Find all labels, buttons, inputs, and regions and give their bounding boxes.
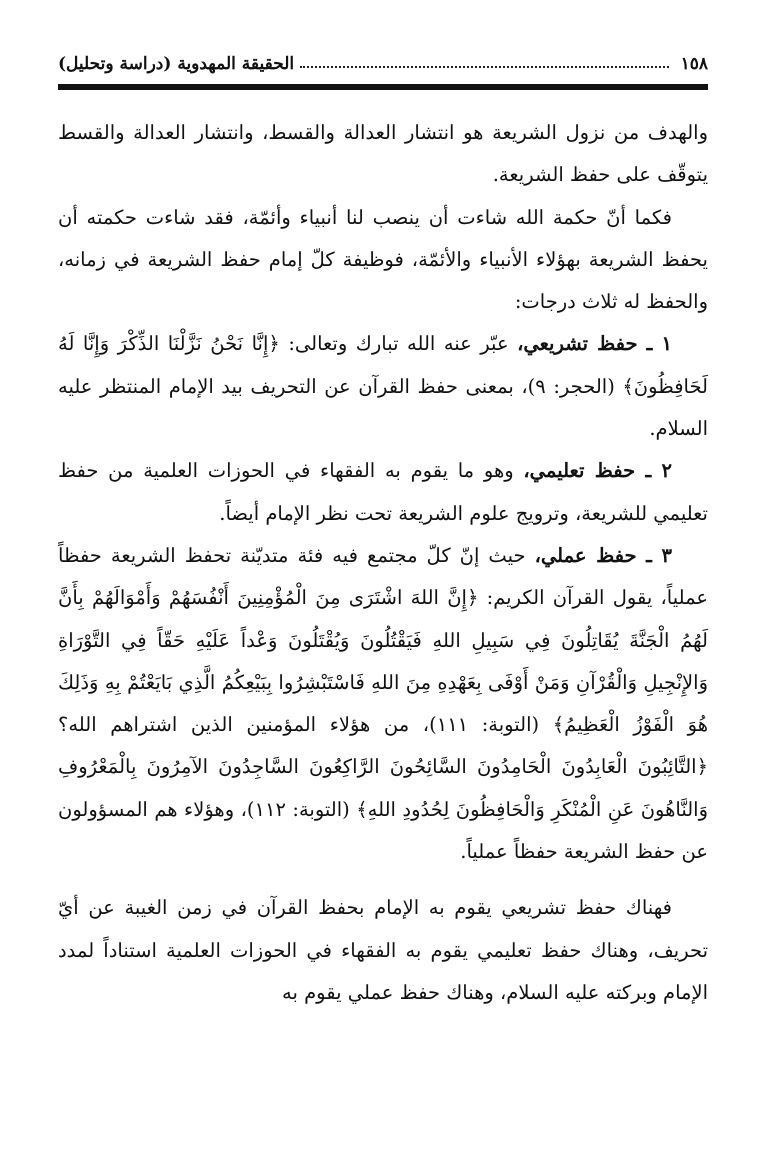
header-leader-dots (300, 66, 668, 68)
paragraph-2 (58, 197, 708, 324)
running-title: الحقيقة المهدوية (دراسة وتحليل) (58, 54, 295, 74)
item-heading: ٣ ـ حفظ عملي، (534, 543, 672, 567)
paragraph-text: فهناك حفظ تشريعي يقوم به الإمام بحفظ القرآن في زمن الغيبة عن أيّ تحريف، وهناك حفظ تعليمي يقوم به الفقهاء في الحوزات العلمية استناداً لمدد الإمام وبركته عليه السلام، وهناك حفظ عملي يقوم به (58, 896, 708, 1004)
header-rule (58, 84, 708, 90)
paragraph-text: فكما أنّ حكمة الله شاءت أن ينصب لنا أنبياء وأئمّة، فقد شاءت حكمته أن يحفظ الشريعة بهؤلاء الأنبياء والأئمّة، فوظيفة كلّ إمام حفظ الشريعة في زمانه، والحفظ له ثلاث درجات: (58, 205, 708, 314)
paragraph-text: حيث إنّ كلّ مجتمع فيه فئة متديّنة تحفظ الشريعة حفظاً عملياً، يقول القرآن الكريم: ﴿إِنَّ اللهَ اشْتَرَى مِنَ الْمُؤْمِنِينَ أَنْفُسَهُمْ وَأَمْوَالَهُمْ بِأَنَّ لَهُمُ الْجَنَّةَ يُقَاتِلُونَ فِي سَبِيلِ اللهِ فَيَقْتُلُونَ وَيُقْتَلُونَ وَعْداً عَلَيْهِ حَقّاً فِي التَّوْرَاةِ وَالإِنْجِيلِ وَالْقُرْآنِ وَمَنْ أَوْفَى بِعَهْدِهِ مِنَ اللهِ فَاسْتَبْشِرُوا بِبَيْعِكُمُ الَّذِي بَايَعْتُمْ بِهِ وَذَلِكَ هُوَ الْفَوْزُ الْعَظِيمُ﴾ (التوبة: ١١١)، من هؤلاء المؤمنين الذين اشتراهم الله؟ ﴿التَّائِبُونَ الْعَابِدُونَ الْحَامِدُونَ السَّائِحُونَ الرَّاكِعُونَ السَّاجِدُونَ الآمِرُونَ بِالْمَعْرُوفِ وَالنَّاهُونَ عَنِ الْمُنْكَرِ وَالْحَافِظُونَ لِحُدُودِ اللهِ﴾ (التوبة: ١١٢)، وهؤلاء هم المسؤولون عن حفظ الشريعة حفظاً عملياً. (58, 543, 709, 864)
item-heading: ٢ ـ حفظ تعليمي، (523, 459, 672, 483)
paragraph-text: عبّر عنه الله تبارك وتعالى: ﴿إِنَّا نَحْنُ نَزَّلْنَا الذِّكْرَ وَإِنَّا لَهُ لَحَافِظُونَ﴾ (الحجر: ٩)، بمعنى حفظ القرآن عن التحريف بيد الإمام المنتظر عليه السلام. (58, 332, 708, 441)
paragraph-practical-preservation (58, 535, 708, 873)
item-heading: ١ ـ حفظ تشريعي، (517, 332, 672, 356)
body-text (58, 112, 708, 1014)
paragraph-text: والهدف من نزول الشريعة هو انتشار العدالة والقسط، وانتشار العدالة والقسط يتوقّف على حفظ الشريعة. (58, 121, 708, 187)
page-number: ١٥٨ (680, 54, 708, 74)
running-header (58, 44, 708, 74)
paragraph-text: وهو ما يقوم به الفقهاء في الحوزات العلمية من حفظ تعليمي للشريعة، وترويج علوم الشريعة تحت نظر الإمام أيضاً. (58, 459, 708, 525)
paragraph-educational-preservation (58, 450, 708, 535)
paragraph-legislative-preservation (58, 323, 708, 450)
paragraph-summary (58, 887, 708, 1014)
paragraph-1 (58, 112, 708, 197)
